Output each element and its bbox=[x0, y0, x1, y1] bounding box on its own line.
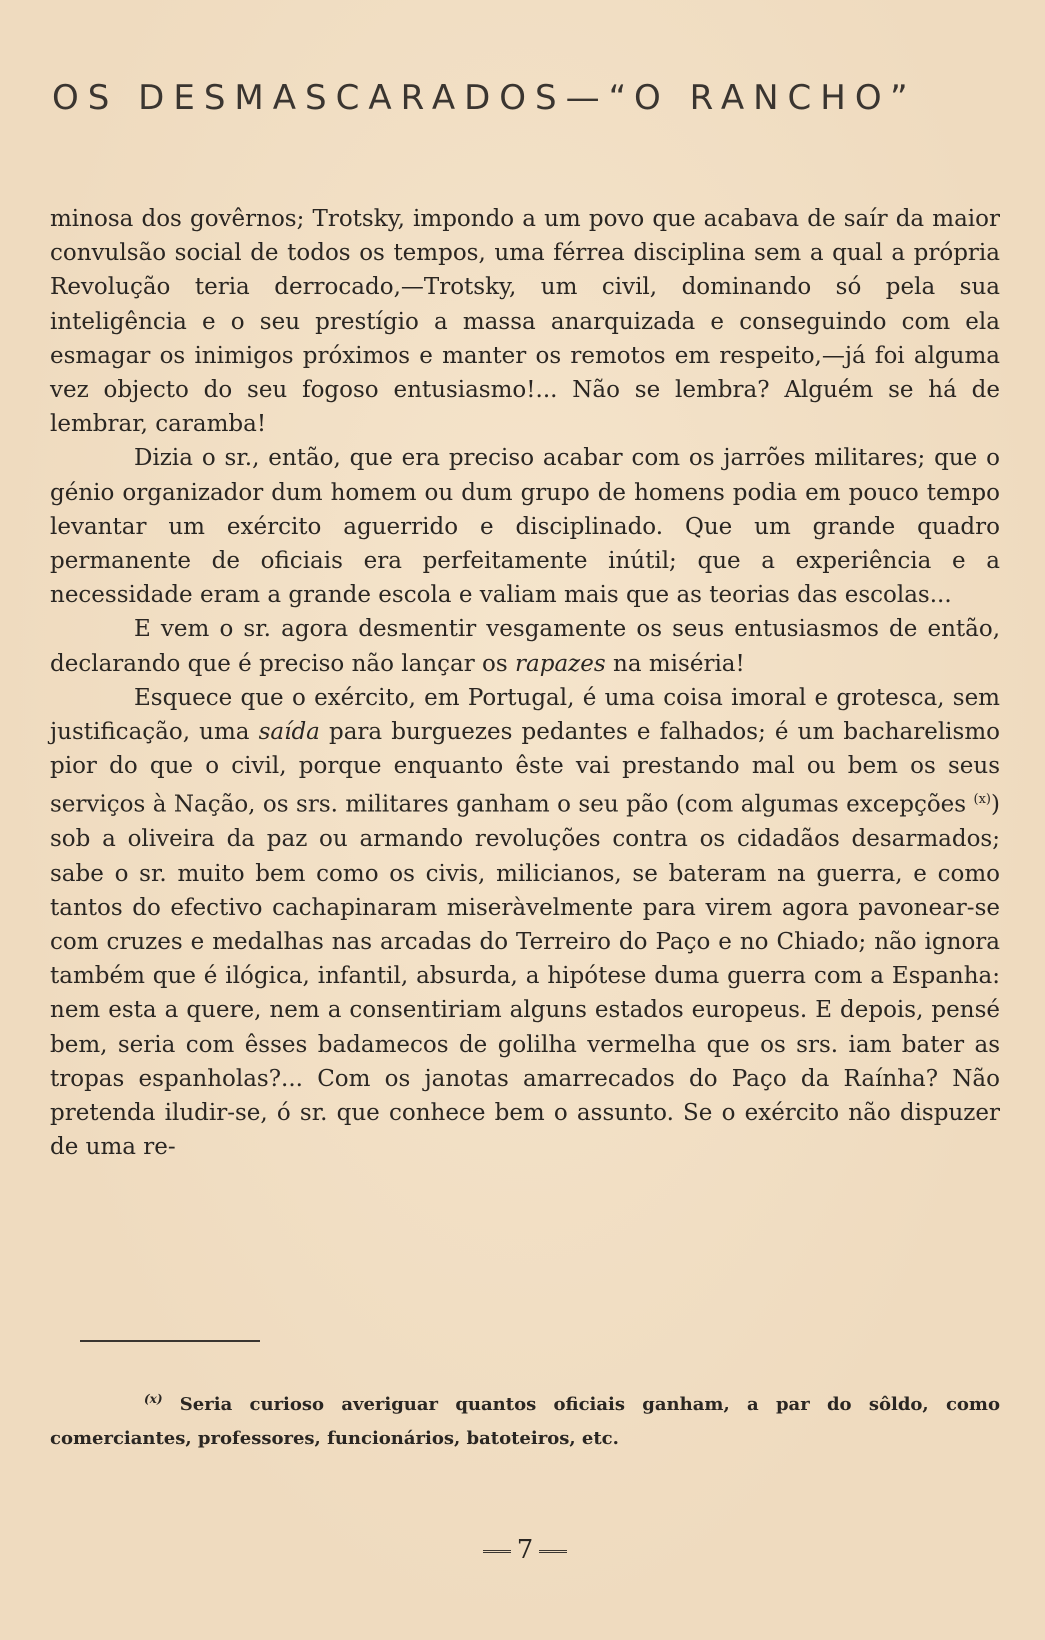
page-number-ornament-right bbox=[539, 1550, 567, 1553]
footnote bbox=[50, 1382, 1000, 1456]
paragraph-4-text-c: ) sob a oliveira da paz ou armando revoluções contra os cidadãos desarmados; sabe o sr. muito bem como os civis, milicianos, se bateram na guerra, e como tantos do efectivo cachapinaram miseràvelmente para virem agora pavonear-se com cruzes e medalhas nas arcadas do Terreiro do Paço e no Chiado; não ignora também que é ilógica, infantil, absurda, a hipótese duma guerra com a Espanha: nem esta a quere, nem a consentiriam alguns estados europeus. E depois, pensé bem, seria com êsses badamecos de golilha vermelha que os srs. iam bater as tropas espanholas?... Com os janotas amarrecados do Paço da Raínha? Não pretenda iludir-se, ó sr. que conhece bem o assunto. Se o exército não dispuzer de uma re- bbox=[50, 792, 1000, 1161]
footnote-mark: (x) bbox=[144, 1392, 163, 1406]
paragraph-3 bbox=[50, 612, 1000, 680]
footnote-divider bbox=[80, 1340, 260, 1342]
paragraph-4-text-a: Esquece que o exército, em Portugal, é uma coisa imoral e grotesca, sem justificação, uma bbox=[50, 684, 1000, 746]
paragraph-1: minosa dos govêrnos; Trotsky, impondo a um povo que acabava de saír da maior convulsão social de todos os tempos, uma férrea disciplina sem a qual a própria Revolução teria derrocado,—Trotsky, um civil, dominando só pela sua inteligência e o seu prestígio a massa anarquizada e conseguindo com ela esmagar os inimigos próximos e manter os remotos em respeito,—já foi alguma vez objecto do seu fogoso entusiasmo!... Não se lembra? Alguém se há de lembrar, caramba! bbox=[50, 206, 1000, 438]
emphasis-saida: saída bbox=[258, 719, 320, 746]
paragraph-3-text-a: E vem o sr. agora desmentir vesgamente os seus entusiasmos de então, declarando que é preciso não lançar os bbox=[50, 616, 1000, 677]
running-header: OS DESMASCARADOS—“O RANCHO” bbox=[52, 78, 917, 118]
page-number-ornament-left bbox=[483, 1550, 511, 1553]
page-number-value: 7 bbox=[516, 1535, 534, 1565]
paragraph-3-text-b: na miséria! bbox=[605, 650, 745, 677]
footnote-reference: (x) bbox=[973, 792, 992, 808]
paragraph-4-text-b: para burguezes pedantes e falhados; é um bacharelismo pior do que o civil, porque enquanto êste vai prestando mal ou bem os seus serviços à Nação, os srs. militares ganham o seu pão (com algumas excepções bbox=[50, 719, 1000, 819]
paragraph-2: Dizia o sr., então, que era preciso acabar com os jarrões militares; que o génio organizador dum homem ou dum grupo de homens podia em pouco tempo levantar um exército aguerrido e disciplinado. Que um grande quadro permanente de oficiais era perfeitamente inútil; que a experiência e a necessidade eram a grande escola e valiam mais que as teorias das escolas... bbox=[50, 445, 1000, 609]
paragraph-4 bbox=[50, 681, 1000, 1165]
body-text bbox=[50, 202, 1000, 1164]
page-number bbox=[470, 1535, 580, 1565]
emphasis-rapazes: rapazes bbox=[515, 650, 606, 677]
footnote-text: Seria curioso averiguar quantos oficiais ganham, a par do sôldo, como comerciantes, professores, funcionários, batoteiros, etc. bbox=[50, 1394, 1000, 1449]
